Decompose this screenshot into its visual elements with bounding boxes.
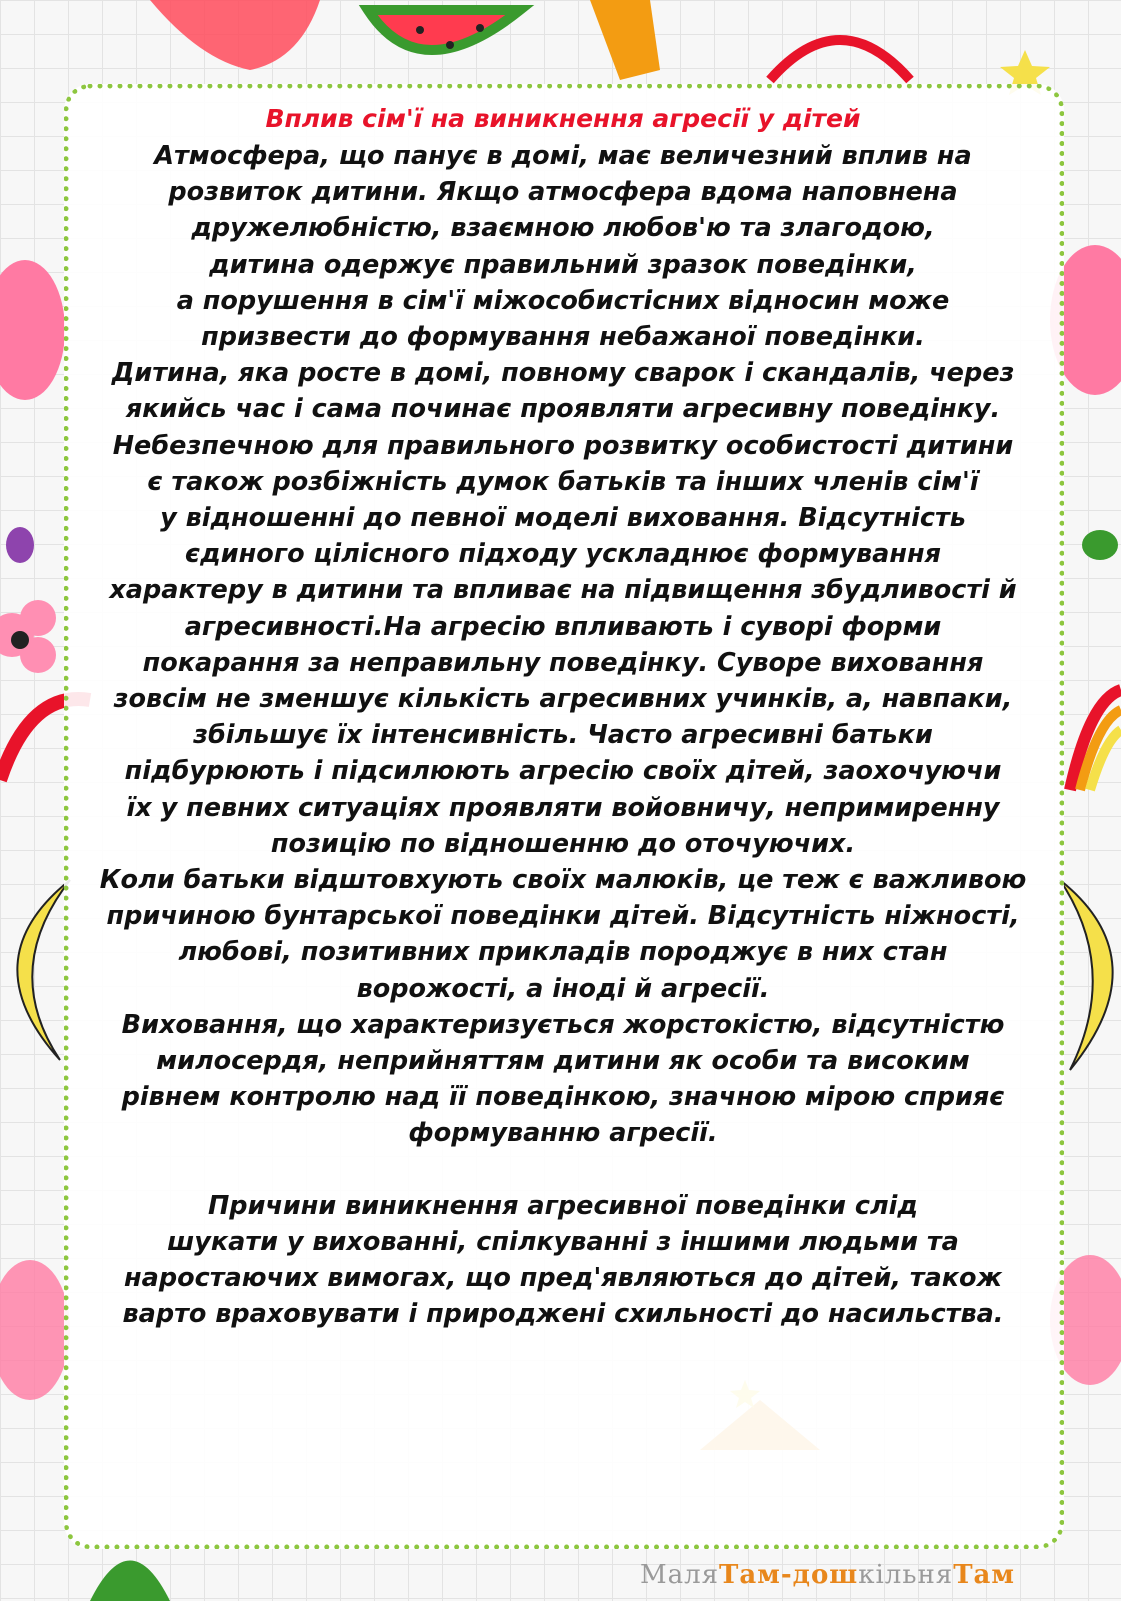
text-line: варто враховувати і природжені схильності до насильства. bbox=[122, 1299, 1004, 1330]
text-line: Дитина, яка росте в домі, повному сварок і скандалів, через bbox=[111, 358, 1015, 389]
balloon-icon bbox=[0, 1260, 70, 1400]
tree-icon bbox=[90, 1561, 170, 1601]
text-line: зовсім не зменшує кількість агресивних учинків, а, навпаки, bbox=[113, 684, 1013, 715]
moon-icon bbox=[17, 880, 70, 1060]
text-line: призвести до формування небажаної поведінки. bbox=[201, 322, 925, 353]
flower-icon bbox=[0, 600, 56, 673]
text-line: формуванню агресії. bbox=[408, 1118, 718, 1149]
text-line: милосердя, неприйняттям дитини як особи та високим bbox=[156, 1046, 970, 1077]
text-line: характеру в дитини та впливає на підвищення збудливості й bbox=[109, 575, 1017, 606]
balloon-icon bbox=[0, 260, 65, 400]
text-line: у відношенні до певної моделі виховання. Відсутність bbox=[160, 503, 966, 534]
text-line: розвиток дитини. Якщо атмосфера вдома наповнена bbox=[168, 177, 958, 208]
text-line: рівнем контролю над її поведінкою, значною мірою сприяє bbox=[121, 1082, 1005, 1113]
text-line: єдиного цілісного підходу ускладнює формування bbox=[185, 539, 941, 570]
umbrella-icon bbox=[150, 0, 320, 70]
text-line: дружелюбністю, взаємною любов'ю та злагодою, bbox=[191, 213, 935, 244]
text-line: ворожості, а іноді й агресії. bbox=[356, 973, 770, 1004]
watermelon-icon bbox=[368, 10, 520, 50]
moon-icon bbox=[1060, 880, 1113, 1070]
page-title: Вплив сім'ї на виникнення агресії у дітей bbox=[265, 104, 861, 133]
candy-icon bbox=[1082, 530, 1118, 560]
text-line: дитина одержує правильний зразок поведінки, bbox=[209, 249, 917, 280]
text-line: Причини виникнення агресивної поведінки слід bbox=[207, 1190, 919, 1221]
text-line: Атмосфера, що панує в домі, має величезний вплив на bbox=[154, 141, 972, 171]
wheel-icon bbox=[770, 40, 910, 80]
text-line: позицію по відношенню до оточуючих. bbox=[270, 828, 856, 859]
paragraph-spacer bbox=[78, 1152, 1048, 1188]
pencil-icon bbox=[590, 0, 660, 80]
paragraph-main bbox=[78, 138, 1048, 1152]
text-line: причиною бунтарської поведінки дітей. Відсутність ніжності, bbox=[106, 901, 1020, 932]
text-line: Коли батьки відштовхують своїх малюків, це теж є важливою bbox=[99, 865, 1027, 896]
paragraph-causes bbox=[78, 1188, 1048, 1333]
text-line: збільшує їх інтенсивність. Часто агресивні батьки bbox=[193, 720, 933, 751]
text-line: покарання за неправильну поведінку. Суворе виховання bbox=[142, 647, 984, 678]
candy-icon bbox=[6, 527, 34, 563]
text-line: їх у певних ситуаціях проявляти войовничу, непримиренну bbox=[126, 792, 1000, 823]
watermark-logo: МаляТам-дошкільняТам bbox=[640, 1560, 1015, 1590]
text-line: а порушення в сім'ї міжособистісних відносин може bbox=[176, 285, 950, 316]
text-line: любові, позитивних прикладів породжує в них стан bbox=[178, 937, 948, 968]
text-line: якийсь час і сама починає проявляти агресивну поведінку. bbox=[125, 394, 1001, 425]
text-line: підбурюють і підсилюють агресію своїх дітей, заохочуючи bbox=[124, 756, 1002, 787]
rainbow-icon bbox=[1070, 690, 1121, 790]
text-line: шукати у вихованні, спілкуванні з іншими людьми та bbox=[167, 1226, 959, 1257]
text-line: Виховання, що характеризується жорстокістю, відсутністю bbox=[121, 1009, 1005, 1040]
article bbox=[78, 104, 1048, 1333]
text-line: Небезпечною для правильного розвитку особистості дитини bbox=[112, 430, 1014, 461]
text-line: наростаючих вимогах, що пред'являються до дітей, також bbox=[124, 1263, 1002, 1294]
text-line: агресивності.На агресію впливають і суворі форми bbox=[184, 611, 942, 642]
text-line: є також розбіжність думок батьків та інших членів сім'ї bbox=[147, 466, 979, 497]
